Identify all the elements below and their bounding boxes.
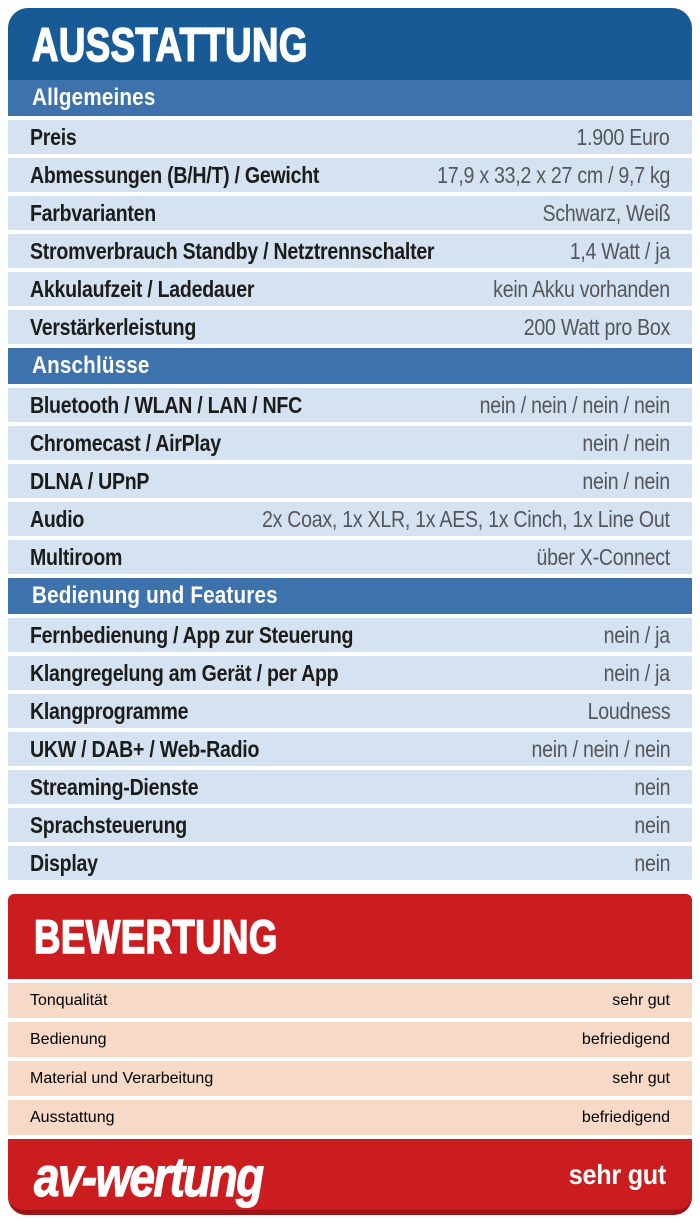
row-label: Preis bbox=[30, 123, 77, 150]
row-label: UKW / DAB+ / Web-Radio bbox=[30, 735, 260, 762]
row-label: Streaming-Dienste bbox=[30, 773, 199, 800]
row-label: Fernbedienung / App zur Steuerung bbox=[30, 621, 354, 648]
row-value: nein / ja bbox=[603, 659, 670, 686]
section-heading-allgemeines bbox=[8, 80, 692, 116]
row-stromverbrauch-netztrennschalter bbox=[8, 234, 692, 268]
row-value: 17,9 x 33,2 x 27 cm / 9,7 kg bbox=[436, 161, 670, 188]
ausstattung-title: AUSSTATTUNG bbox=[32, 17, 308, 71]
row-klangregelung bbox=[8, 656, 692, 690]
row-value: nein / nein / nein / nein bbox=[479, 391, 670, 418]
row-verstaerkerleistung bbox=[8, 310, 692, 344]
av-wertung-logo: av-wertung bbox=[34, 1145, 263, 1209]
rating-row-bedienung bbox=[8, 1022, 692, 1057]
row-value: Loudness bbox=[587, 697, 670, 724]
row-value: 1,4 Watt / ja bbox=[569, 237, 670, 264]
row-streaming-dienste bbox=[8, 770, 692, 804]
row-label: DLNA / UPnP bbox=[30, 467, 150, 494]
rating-label: Tonqualität bbox=[30, 991, 108, 1009]
row-chromecast-airplay bbox=[8, 426, 692, 460]
row-multiroom bbox=[8, 540, 692, 574]
section-heading-anschluesse bbox=[8, 348, 692, 384]
row-value: nein / nein / nein bbox=[531, 735, 670, 762]
row-value: 2x Coax, 1x XLR, 1x AES, 1x Cinch, 1x Line Out bbox=[262, 505, 670, 532]
av-wertung-footer bbox=[8, 1139, 692, 1215]
rating-row-ausstattung bbox=[8, 1100, 692, 1135]
row-akkulaufzeit-ladedauer bbox=[8, 272, 692, 306]
section-heading-label: Anschlüsse bbox=[32, 352, 150, 379]
row-fernbedienung-app bbox=[8, 618, 692, 652]
row-value: nein bbox=[634, 773, 670, 800]
row-label: Akkulaufzeit / Ladedauer bbox=[30, 275, 255, 302]
row-abmessungen-gewicht bbox=[8, 158, 692, 192]
overall-grade: sehr gut bbox=[568, 1158, 666, 1190]
rating-value: befriedigend bbox=[581, 1108, 670, 1126]
row-label: Sprachsteuerung bbox=[30, 811, 187, 838]
row-preis bbox=[8, 120, 692, 154]
row-value: kein Akku vorhanden bbox=[493, 275, 670, 302]
section-heading-bedienung-features bbox=[8, 578, 692, 614]
rating-label: Ausstattung bbox=[30, 1108, 115, 1126]
row-value: Schwarz, Weiß bbox=[542, 199, 670, 226]
row-label: Verstärkerleistung bbox=[30, 313, 197, 340]
row-label: Klangregelung am Gerät / per App bbox=[30, 659, 339, 686]
row-value: nein / nein bbox=[582, 429, 670, 456]
row-sprachsteuerung bbox=[8, 808, 692, 842]
bewertung-header bbox=[8, 894, 692, 979]
row-ukw-dab-webradio bbox=[8, 732, 692, 766]
rating-value: sehr gut bbox=[612, 991, 670, 1009]
row-audio bbox=[8, 502, 692, 536]
bewertung-title: BEWERTUNG bbox=[34, 910, 278, 963]
row-label: Stromverbrauch Standby / Netztrennschalter bbox=[30, 237, 435, 264]
row-label: Klangprogramme bbox=[30, 697, 189, 724]
row-value: 200 Watt pro Box bbox=[523, 313, 670, 340]
rating-label: Material und Verarbeitung bbox=[30, 1069, 214, 1087]
section-heading-label: Bedienung und Features bbox=[32, 582, 278, 609]
rating-row-tonqualitaet bbox=[8, 983, 692, 1018]
rating-label: Bedienung bbox=[30, 1030, 107, 1048]
row-klangprogramme bbox=[8, 694, 692, 728]
row-label: Audio bbox=[30, 505, 85, 532]
row-label: Abmessungen (B/H/T) / Gewicht bbox=[30, 161, 320, 188]
rating-row-material-verarbeitung bbox=[8, 1061, 692, 1096]
row-label: Bluetooth / WLAN / LAN / NFC bbox=[30, 391, 302, 418]
row-label: Display bbox=[30, 849, 98, 876]
row-display bbox=[8, 846, 692, 880]
row-label: Multiroom bbox=[30, 543, 123, 570]
row-value: nein bbox=[634, 849, 670, 876]
row-label: Farbvarianten bbox=[30, 199, 156, 226]
row-farbvarianten bbox=[8, 196, 692, 230]
row-value: nein / nein bbox=[582, 467, 670, 494]
row-value: nein / ja bbox=[603, 621, 670, 648]
bewertung-card bbox=[8, 894, 692, 1215]
row-value: über X-Connect bbox=[536, 543, 670, 570]
section-heading-label: Allgemeines bbox=[32, 84, 156, 111]
ausstattung-header bbox=[8, 8, 692, 80]
row-value: nein bbox=[634, 811, 670, 838]
row-bluetooth-wlan-lan-nfc bbox=[8, 388, 692, 422]
row-label: Chromecast / AirPlay bbox=[30, 429, 221, 456]
row-value: 1.900 Euro bbox=[576, 123, 670, 150]
row-dlna-upnp bbox=[8, 464, 692, 498]
rating-value: befriedigend bbox=[581, 1030, 670, 1048]
ausstattung-card bbox=[8, 8, 692, 880]
rating-value: sehr gut bbox=[612, 1069, 670, 1087]
